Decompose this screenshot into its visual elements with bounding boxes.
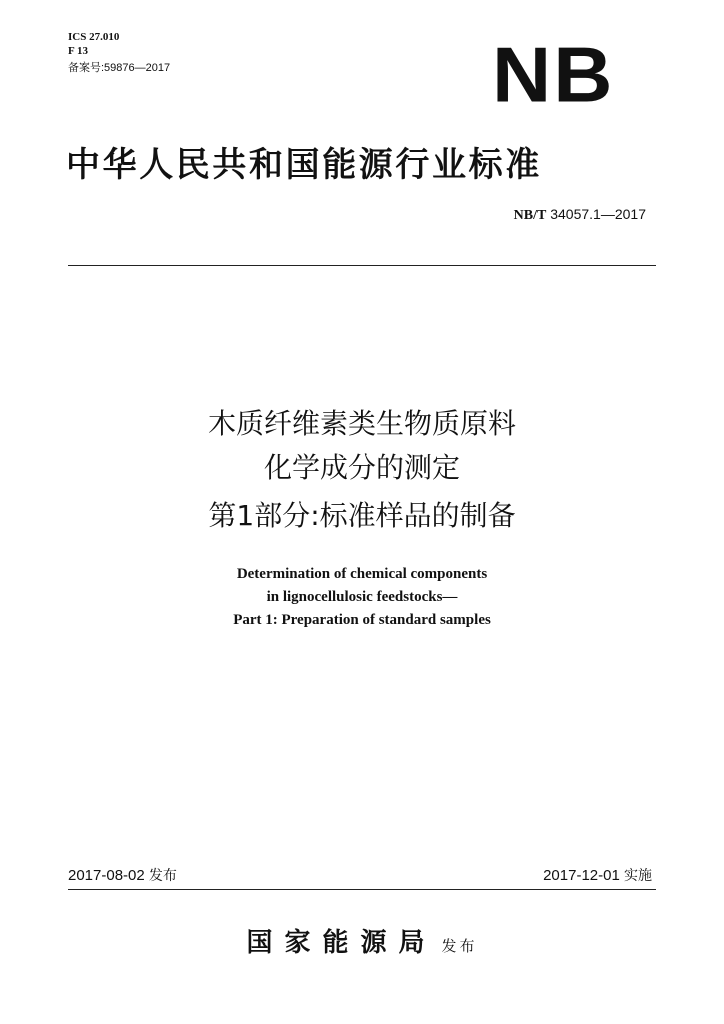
- header-divider: [68, 265, 656, 266]
- en-title-line-2: in lignocellulosic feedstocks—: [266, 589, 458, 605]
- issuer-name: 国家能源局: [246, 928, 437, 958]
- footer-divider: [68, 889, 656, 890]
- issue-date-label: 发布: [148, 868, 177, 884]
- standard-number: [514, 205, 646, 225]
- filing-number-text: 备案号:59876—2017: [68, 62, 171, 74]
- en-title-line-1: Determination of chemical components: [236, 566, 488, 582]
- ics-code-text: ICS 27.010: [68, 31, 120, 43]
- issue-date-value: 2017-08-02: [68, 867, 145, 884]
- implement-date-label: 实施: [624, 868, 652, 884]
- standard-number-value: 34057.1—2017: [550, 206, 646, 222]
- cn-title-line-1: 木质纤维素类生物质原料: [207, 407, 516, 440]
- cn-title-line-2: 化学成分的测定: [263, 451, 460, 484]
- implement-date-value: 2017-12-01: [543, 867, 620, 884]
- issuer-label: 发布: [441, 937, 478, 955]
- implement-date: [543, 866, 652, 886]
- cn-title-line-3: 第1部分:标准样品的制备: [208, 499, 516, 532]
- en-title-line-3: Part 1: Preparation of standard samples: [233, 612, 491, 628]
- nb-logo: NB: [492, 32, 615, 119]
- standard-number-prefix: NB/T: [513, 208, 547, 223]
- filing-number: [68, 61, 170, 75]
- ccs-code-text: F 13: [68, 45, 89, 57]
- ics-code: [68, 30, 119, 44]
- issue-date: [68, 866, 177, 886]
- ccs-code: [68, 44, 88, 58]
- issuer: [0, 922, 724, 959]
- standard-title: 中华人民共和国能源行业标准: [66, 145, 542, 185]
